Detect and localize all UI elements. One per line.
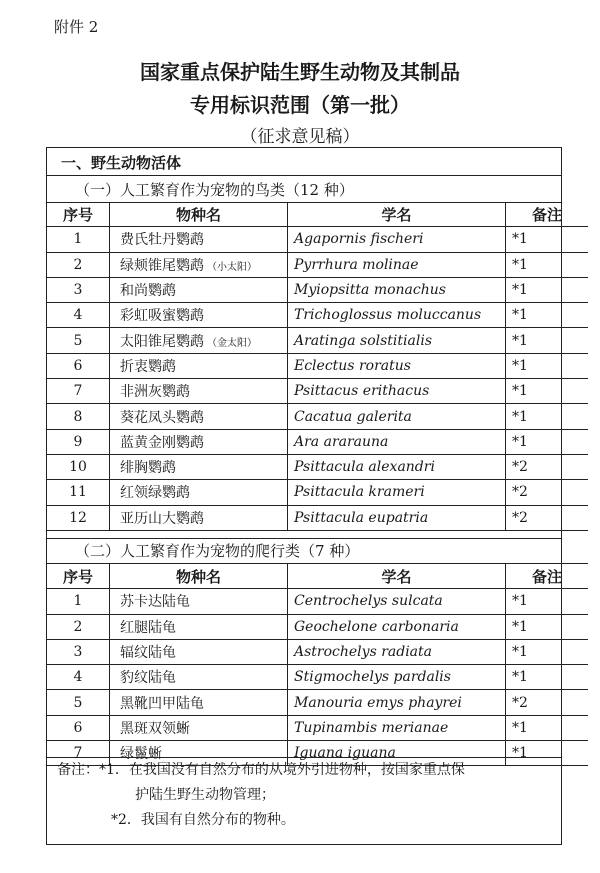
note-mark-text: *2 bbox=[512, 509, 528, 526]
table-row bbox=[47, 454, 588, 479]
species-name-latin-text: Psittacula alexandri bbox=[294, 459, 435, 476]
note-mark-text: *1 bbox=[512, 256, 528, 273]
species-name-latin bbox=[288, 614, 506, 639]
note-mark-text: *1 bbox=[512, 719, 528, 736]
note-mark-text: *2 bbox=[512, 694, 528, 711]
table-row bbox=[47, 303, 588, 328]
col-cn-header: 物种名 bbox=[110, 564, 288, 589]
birds-header-row bbox=[47, 202, 588, 227]
row-number bbox=[47, 454, 110, 479]
species-name-latin bbox=[288, 715, 506, 740]
table-row bbox=[47, 252, 588, 277]
species-name-latin-text: Pyrrhura molinae bbox=[294, 256, 419, 273]
col-cn-header: 物种名 bbox=[110, 202, 288, 227]
row-number-text: 3 bbox=[73, 644, 83, 661]
attachment-label: 附件 2 bbox=[54, 18, 99, 36]
row-number-text: 1 bbox=[73, 593, 83, 610]
row-number bbox=[47, 303, 110, 328]
note-mark bbox=[506, 277, 589, 302]
document-table-frame bbox=[46, 147, 562, 845]
note-line-2: 护陆生野生动物管理； bbox=[135, 787, 275, 803]
row-number bbox=[47, 589, 110, 614]
table-row bbox=[47, 379, 588, 404]
species-name-cn-text: 非洲灰鹦鹉 bbox=[120, 384, 190, 401]
row-number-text: 11 bbox=[69, 484, 87, 501]
row-number-text: 7 bbox=[73, 383, 83, 400]
note-mark-text: *1 bbox=[512, 357, 528, 374]
species-name-latin bbox=[288, 589, 506, 614]
note-mark-text: *1 bbox=[512, 433, 528, 450]
note-mark bbox=[506, 404, 589, 429]
note-mark bbox=[506, 252, 589, 277]
species-name-latin bbox=[288, 404, 506, 429]
species-name-cn-text: 费氏牡丹鹦鹉 bbox=[120, 232, 204, 249]
row-number bbox=[47, 353, 110, 378]
species-name-latin bbox=[288, 277, 506, 302]
species-name-latin bbox=[288, 505, 506, 530]
species-name-cn-text: 黑斑双领蜥 bbox=[120, 720, 190, 737]
col-num-header: 序号 bbox=[47, 202, 110, 227]
note-mark bbox=[506, 353, 589, 378]
table-row bbox=[47, 715, 588, 740]
col-latin-header: 学名 bbox=[288, 564, 506, 589]
subtitle: （征求意见稿） bbox=[240, 127, 360, 147]
row-number-text: 10 bbox=[69, 459, 87, 476]
row-number-text: 7 bbox=[73, 745, 83, 762]
species-name-latin-text: Trichoglossus moluccanus bbox=[294, 307, 482, 324]
species-name-latin-text: Iguana iguana bbox=[294, 745, 396, 762]
row-number-text: 4 bbox=[73, 307, 83, 324]
title-line-1: 国家重点保护陆生野生动物及其制品 bbox=[140, 60, 460, 84]
species-name-latin bbox=[288, 252, 506, 277]
note-mark bbox=[506, 303, 589, 328]
table-row bbox=[47, 353, 588, 378]
col-note-header: 备注 bbox=[506, 564, 589, 589]
row-number bbox=[47, 379, 110, 404]
species-name-latin-text: Myiopsitta monachus bbox=[294, 282, 446, 299]
note-mark bbox=[506, 379, 589, 404]
note-mark bbox=[506, 227, 589, 252]
note-mark bbox=[506, 715, 589, 740]
note-mark-text: *1 bbox=[512, 669, 528, 686]
row-number-text: 5 bbox=[73, 694, 83, 711]
row-number-text: 6 bbox=[73, 719, 83, 736]
reptiles-header-row bbox=[47, 564, 588, 589]
note-mark-text: *1 bbox=[512, 383, 528, 400]
species-name-cn-text: 折衷鹦鹉 bbox=[120, 358, 176, 375]
species-name-cn-text: 太阳锥尾鹦鹉 bbox=[120, 333, 204, 350]
species-name-latin bbox=[288, 328, 506, 353]
species-name-cn bbox=[110, 252, 288, 277]
species-name-latin bbox=[288, 665, 506, 690]
note-mark bbox=[506, 639, 589, 664]
species-name-cn bbox=[110, 639, 288, 664]
species-name-cn bbox=[110, 505, 288, 530]
species-name-cn-text: 黑靴凹甲陆龟 bbox=[120, 695, 204, 712]
table-row bbox=[47, 429, 588, 454]
col-num-header: 序号 bbox=[47, 564, 110, 589]
row-number bbox=[47, 690, 110, 715]
row-number-text: 2 bbox=[73, 618, 83, 635]
species-name-cn-text: 辐纹陆龟 bbox=[120, 645, 176, 662]
note-mark-text: *1 bbox=[512, 332, 528, 349]
note-mark bbox=[506, 328, 589, 353]
row-number-text: 6 bbox=[73, 357, 83, 374]
species-name-latin-text: Stigmochelys pardalis bbox=[294, 669, 451, 686]
note-mark bbox=[506, 665, 589, 690]
species-name-cn-text: 亚历山大鹦鹉 bbox=[120, 510, 204, 527]
row-number-text: 4 bbox=[73, 669, 83, 686]
note-mark bbox=[506, 614, 589, 639]
note-mark-text: *1 bbox=[512, 231, 528, 248]
table-row bbox=[47, 665, 588, 690]
table-row bbox=[47, 480, 588, 505]
notes-block bbox=[57, 758, 547, 833]
species-name-cn-text: 蓝黄金刚鹦鹉 bbox=[120, 434, 204, 451]
species-name-latin-text: Centrochelys sulcata bbox=[294, 593, 443, 610]
birds-table bbox=[47, 202, 588, 531]
reptiles-table bbox=[47, 563, 588, 766]
table-row bbox=[47, 277, 588, 302]
row-number-text: 3 bbox=[73, 282, 83, 299]
table-row bbox=[47, 639, 588, 664]
col-note-header: 备注 bbox=[506, 202, 589, 227]
species-name-latin-text: Agapornis fischeri bbox=[294, 231, 424, 248]
species-name-cn bbox=[110, 715, 288, 740]
table-row bbox=[47, 614, 588, 639]
species-name-cn-text: 红腿陆龟 bbox=[120, 619, 176, 636]
note-mark-text: *1 bbox=[512, 593, 528, 610]
species-name-latin-text: Eclectus roratus bbox=[294, 357, 411, 374]
species-name-latin bbox=[288, 379, 506, 404]
species-name-cn bbox=[110, 328, 288, 353]
species-name-cn-text: 和尚鹦鹉 bbox=[120, 283, 176, 300]
species-name-latin bbox=[288, 353, 506, 378]
species-name-latin bbox=[288, 227, 506, 252]
species-name-cn-text: 绯胸鹦鹉 bbox=[120, 460, 176, 477]
note-mark-text: *1 bbox=[512, 644, 528, 661]
species-name-cn bbox=[110, 665, 288, 690]
species-name-latin bbox=[288, 303, 506, 328]
table-row bbox=[47, 227, 588, 252]
table-row bbox=[47, 690, 588, 715]
row-number bbox=[47, 429, 110, 454]
note-mark bbox=[506, 505, 589, 530]
species-name-latin bbox=[288, 690, 506, 715]
species-name-latin bbox=[288, 639, 506, 664]
row-number bbox=[47, 614, 110, 639]
species-name-cn bbox=[110, 429, 288, 454]
species-name-cn-text: 红领绿鹦鹉 bbox=[120, 485, 190, 502]
row-number bbox=[47, 505, 110, 530]
species-name-latin-text: Astrochelys radiata bbox=[294, 644, 433, 661]
species-alias: （小太阳） bbox=[207, 261, 257, 273]
note-mark-text: *1 bbox=[512, 745, 528, 762]
title-line-2: 专用标识范围（第一批） bbox=[190, 93, 410, 117]
species-name-latin-text: Aratinga solstitialis bbox=[294, 332, 432, 349]
row-number bbox=[47, 665, 110, 690]
species-name-latin-text: Manouria emys phayrei bbox=[294, 694, 462, 711]
note-mark-text: *2 bbox=[512, 459, 528, 476]
row-number-text: 12 bbox=[69, 509, 87, 526]
table-row bbox=[47, 404, 588, 429]
species-name-cn bbox=[110, 353, 288, 378]
row-number bbox=[47, 480, 110, 505]
species-name-cn bbox=[110, 277, 288, 302]
row-number bbox=[47, 252, 110, 277]
note-mark-text: *2 bbox=[512, 484, 528, 501]
species-name-cn-text: 彩虹吸蜜鹦鹉 bbox=[120, 308, 204, 325]
species-name-cn bbox=[110, 480, 288, 505]
row-number bbox=[47, 277, 110, 302]
note-line-3: *2．我国有自然分布的物种。 bbox=[111, 812, 295, 828]
species-name-cn bbox=[110, 454, 288, 479]
table-row bbox=[47, 589, 588, 614]
species-name-latin bbox=[288, 454, 506, 479]
species-name-cn bbox=[110, 303, 288, 328]
row-number-text: 2 bbox=[73, 256, 83, 273]
species-name-cn bbox=[110, 589, 288, 614]
note-mark bbox=[506, 454, 589, 479]
species-name-cn-text: 豹纹陆龟 bbox=[120, 670, 176, 687]
species-name-latin-text: Ara ararauna bbox=[294, 433, 389, 450]
species-name-latin bbox=[288, 480, 506, 505]
species-name-cn bbox=[110, 379, 288, 404]
row-number bbox=[47, 404, 110, 429]
species-alias: （金太阳） bbox=[207, 337, 257, 349]
note-mark-text: *1 bbox=[512, 307, 528, 324]
section-1-title: 一、野生动物活体 bbox=[61, 154, 182, 172]
note-mark bbox=[506, 690, 589, 715]
species-name-latin bbox=[288, 429, 506, 454]
row-number-text: 8 bbox=[73, 408, 83, 425]
note-line-1: 备注：*1．在我国没有自然分布的从境外引进物种，按国家重点保 bbox=[57, 762, 465, 778]
species-name-cn bbox=[110, 614, 288, 639]
species-name-latin-text: Tupinambis merianae bbox=[294, 719, 449, 736]
table-row bbox=[47, 505, 588, 530]
row-number bbox=[47, 328, 110, 353]
birds-heading: （一）人工繁育作为宠物的鸟类（12 种） bbox=[75, 181, 354, 199]
species-name-cn bbox=[110, 690, 288, 715]
note-mark-text: *1 bbox=[512, 408, 528, 425]
species-name-cn-text: 绿颊锥尾鹦鹉 bbox=[120, 257, 204, 274]
note-mark bbox=[506, 429, 589, 454]
species-name-cn-text: 苏卡达陆龟 bbox=[120, 594, 190, 611]
species-name-latin-text: Psittacula krameri bbox=[294, 484, 425, 501]
species-name-cn bbox=[110, 404, 288, 429]
row-number bbox=[47, 639, 110, 664]
row-number-text: 9 bbox=[73, 433, 83, 450]
species-name-cn-text: 葵花凤头鹦鹉 bbox=[120, 409, 204, 426]
row-number bbox=[47, 227, 110, 252]
reptiles-heading: （二）人工繁育作为宠物的爬行类（7 种） bbox=[75, 542, 360, 560]
species-name-latin-text: Psittacus erithacus bbox=[294, 383, 430, 400]
note-mark-text: *1 bbox=[512, 282, 528, 299]
row-number-text: 5 bbox=[73, 332, 83, 349]
note-mark-text: *1 bbox=[512, 618, 528, 635]
table-row bbox=[47, 328, 588, 353]
species-name-latin-text: Psittacula eupatria bbox=[294, 509, 429, 526]
species-name-cn bbox=[110, 227, 288, 252]
row-number-text: 1 bbox=[73, 231, 83, 248]
note-mark bbox=[506, 480, 589, 505]
note-mark bbox=[506, 589, 589, 614]
species-name-latin-text: Cacatua galerita bbox=[294, 408, 412, 425]
col-latin-header: 学名 bbox=[288, 202, 506, 227]
species-name-latin-text: Geochelone carbonaria bbox=[294, 618, 459, 635]
row-number bbox=[47, 715, 110, 740]
species-name-cn-text: 绿鬣蜥 bbox=[120, 746, 162, 763]
